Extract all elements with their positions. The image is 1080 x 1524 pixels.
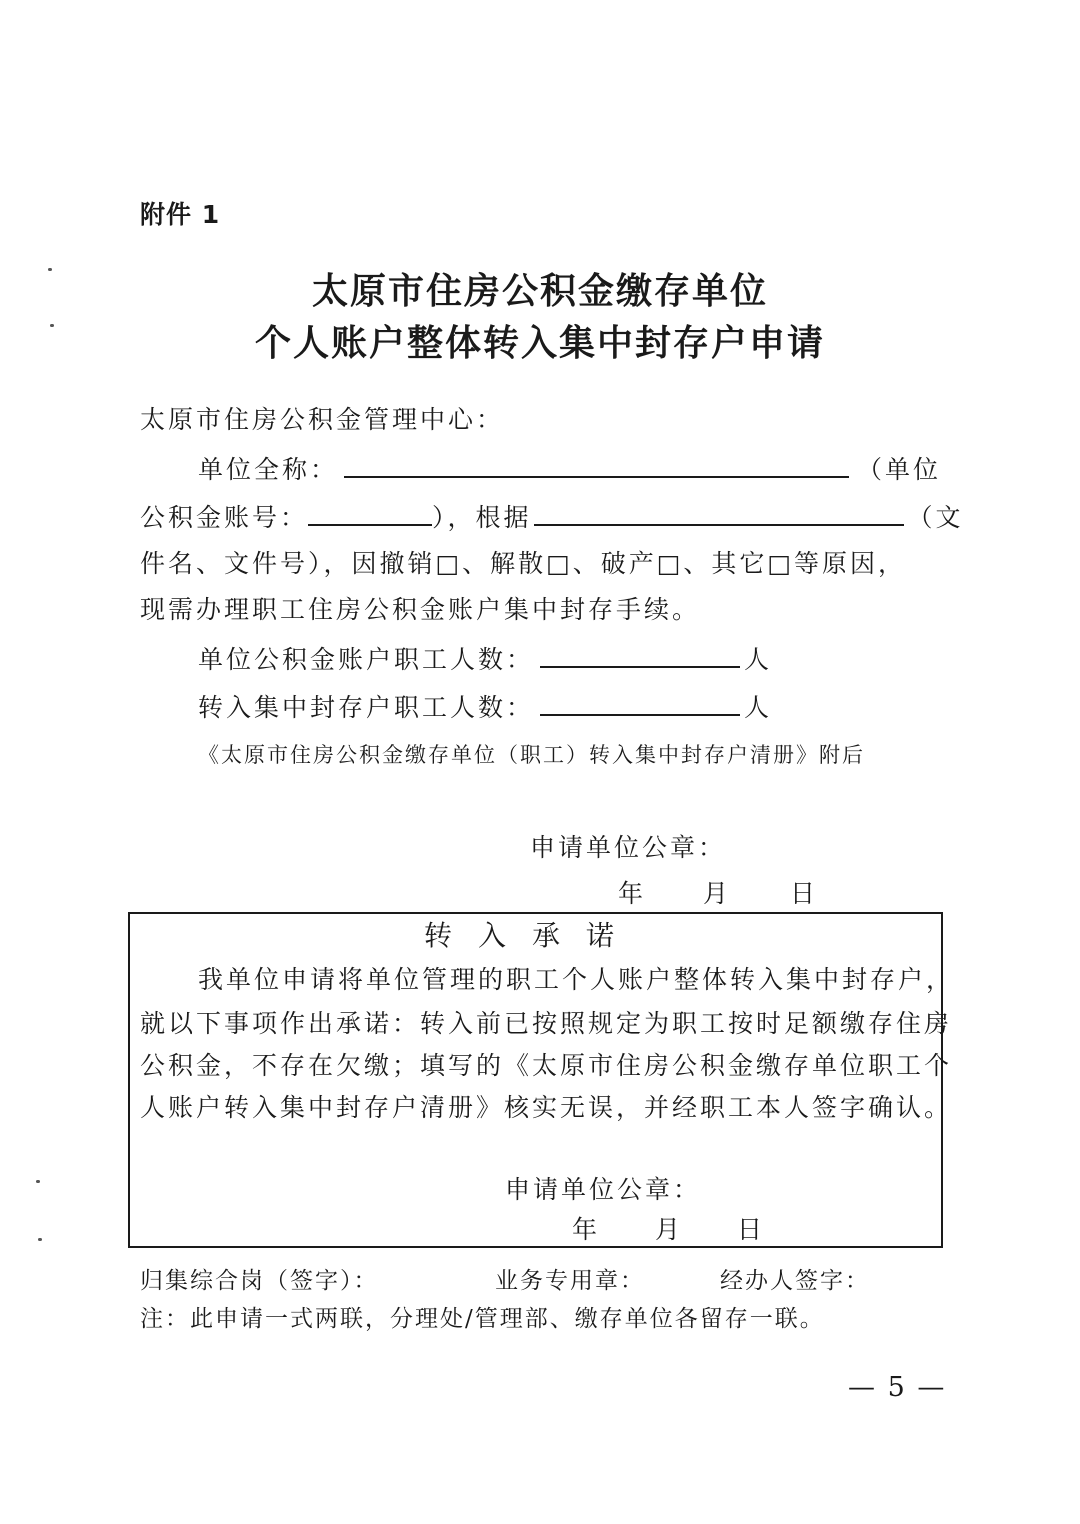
unit-name-suffix: （单位 (857, 455, 942, 484)
page-title-line1: 太原市住房公积金缴存单位 (311, 271, 768, 312)
staff-count-label: 单位公积金账户职工人数： (198, 645, 535, 674)
scan-speck (38, 1238, 42, 1241)
commitment-seal-label: 申请单位公章： (505, 1175, 702, 1204)
transfer-count-row (198, 690, 772, 724)
attachment-note: 《太原市住房公积金缴存单位（职工）转入集中封存户清册》附后 (198, 743, 865, 767)
unit-name-row (198, 452, 941, 486)
reason-line: 件名、文件号），因撤销□、解散□、破产□、其它□等原因， (140, 549, 906, 578)
footer-handler-sign: 经办人签字： (720, 1268, 870, 1294)
scan-speck (48, 268, 52, 271)
commitment-date-year: 年 (572, 1215, 601, 1244)
footer-business-seal: 业务专用章： (495, 1268, 645, 1294)
transfer-count-unit: 人 (744, 693, 773, 722)
scan-speck (50, 324, 54, 327)
footer-note: 注：此申请一式两联，分理处/管理部、缴存单位各留存一联。 (140, 1306, 825, 1332)
attachment-label: 附件 1 (140, 200, 221, 229)
account-label: 公积金账号： (140, 503, 309, 532)
footer-sign-post: 归集综合岗（签字）： (140, 1268, 379, 1294)
account-suffix: ），根据 (432, 503, 532, 532)
page-title-line2: 个人账户整体转入集中封存户申请 (254, 323, 825, 364)
basis-field[interactable] (534, 500, 904, 526)
account-field[interactable] (308, 500, 432, 526)
date-month: 月 (703, 879, 732, 908)
transfer-count-label: 转入集中封存户职工人数： (198, 693, 535, 722)
account-row (140, 500, 964, 534)
basis-suffix: （文 (907, 503, 964, 532)
transfer-count-field[interactable] (540, 690, 740, 716)
commitment-heading: 转入承诺 (424, 919, 641, 952)
commitment-date-day: 日 (737, 1215, 766, 1244)
seal-label: 申请单位公章： (530, 833, 727, 862)
addressee: 太原市住房公积金管理中心： (140, 405, 505, 434)
commitment-line3: 公积金，不存在欠缴；填写的《太原市住房公积金缴存单位职工个 (140, 1051, 953, 1080)
unit-name-label: 单位全称： (198, 455, 339, 484)
commitment-line2: 就以下事项作出承诺：转入前已按照规定为职工按时足额缴存住房 (140, 1009, 953, 1038)
commitment-date-month: 月 (655, 1215, 684, 1244)
unit-name-field[interactable] (344, 452, 849, 478)
commitment-line4: 人账户转入集中封存户清册》核实无误，并经职工本人签字确认。 (140, 1093, 953, 1122)
staff-count-unit: 人 (744, 645, 773, 674)
commitment-line1: 我单位申请将单位管理的职工个人账户整体转入集中封存户， (198, 965, 955, 994)
page-number: — 5 — (848, 1372, 947, 1403)
date-year: 年 (618, 879, 647, 908)
need-line: 现需办理职工住房公积金账户集中封存手续。 (140, 595, 701, 624)
date-day: 日 (790, 879, 819, 908)
staff-count-row (198, 642, 772, 676)
staff-count-field[interactable] (540, 642, 740, 668)
scan-speck (36, 1180, 40, 1183)
